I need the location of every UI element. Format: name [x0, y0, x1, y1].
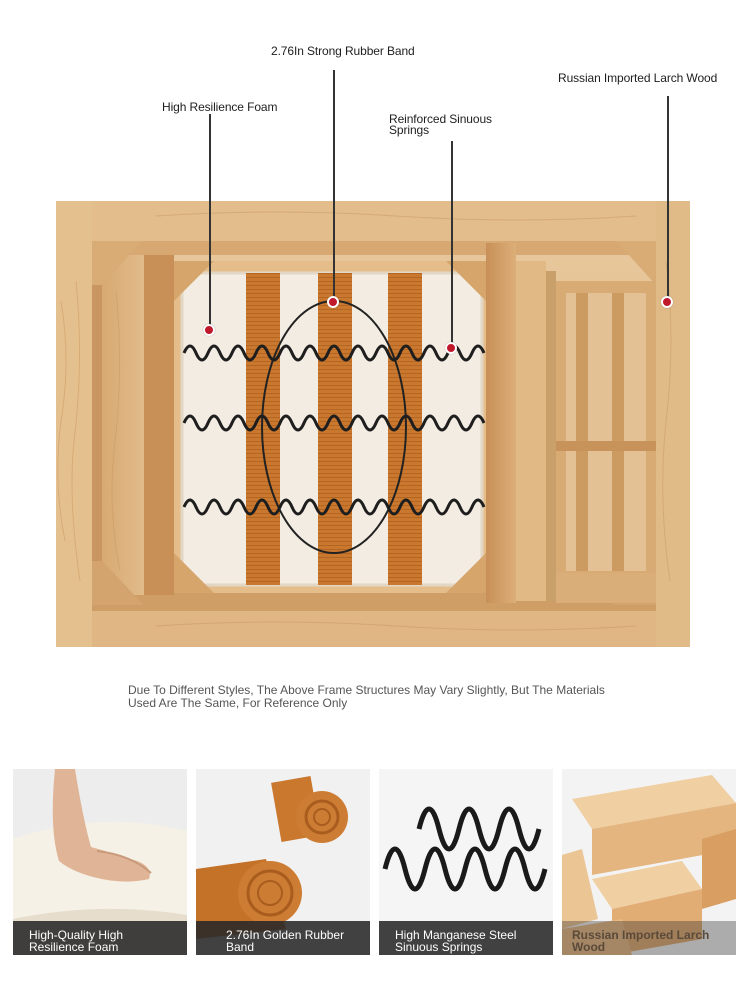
callout-label-springs: Reinforced Sinuous Springs [389, 112, 492, 137]
callout-dot-foam [203, 324, 215, 336]
material-card-springs [379, 769, 553, 955]
material-caption-foam: High-Quality High Resilience Foam [13, 921, 187, 955]
material-card-wood [562, 769, 736, 955]
callout-label-wood: Russian Imported Larch Wood [558, 71, 718, 85]
callout-line-foam [209, 114, 211, 330]
disclaimer-text: Due To Different Styles, The Above Frame Structures May Vary Slightly, But The Materials Used Are The Same, For Reference Only [128, 683, 605, 710]
material-caption-wood: Russian Imported Larch Wood [562, 921, 736, 955]
material-caption-springs: High Manganese Steel Sinuous Springs [379, 921, 553, 955]
callout-dot-springs [445, 342, 457, 354]
material-card-foam [13, 769, 187, 955]
callout-dot-rubber-band [327, 296, 339, 308]
callout-label-rubber-band: 2.76In Strong Rubber Band [271, 44, 415, 58]
callout-line-rubber-band [333, 70, 335, 302]
callout-label-foam: High Resilience Foam [162, 100, 278, 114]
material-card-rubber-band [196, 769, 370, 955]
material-caption-rubber-band: 2.76In Golden Rubber Band [196, 921, 370, 955]
callout-dot-wood [661, 296, 673, 308]
sofa-frame-illustration [56, 201, 690, 647]
callout-line-wood [667, 96, 669, 302]
callout-line-springs [451, 141, 453, 348]
